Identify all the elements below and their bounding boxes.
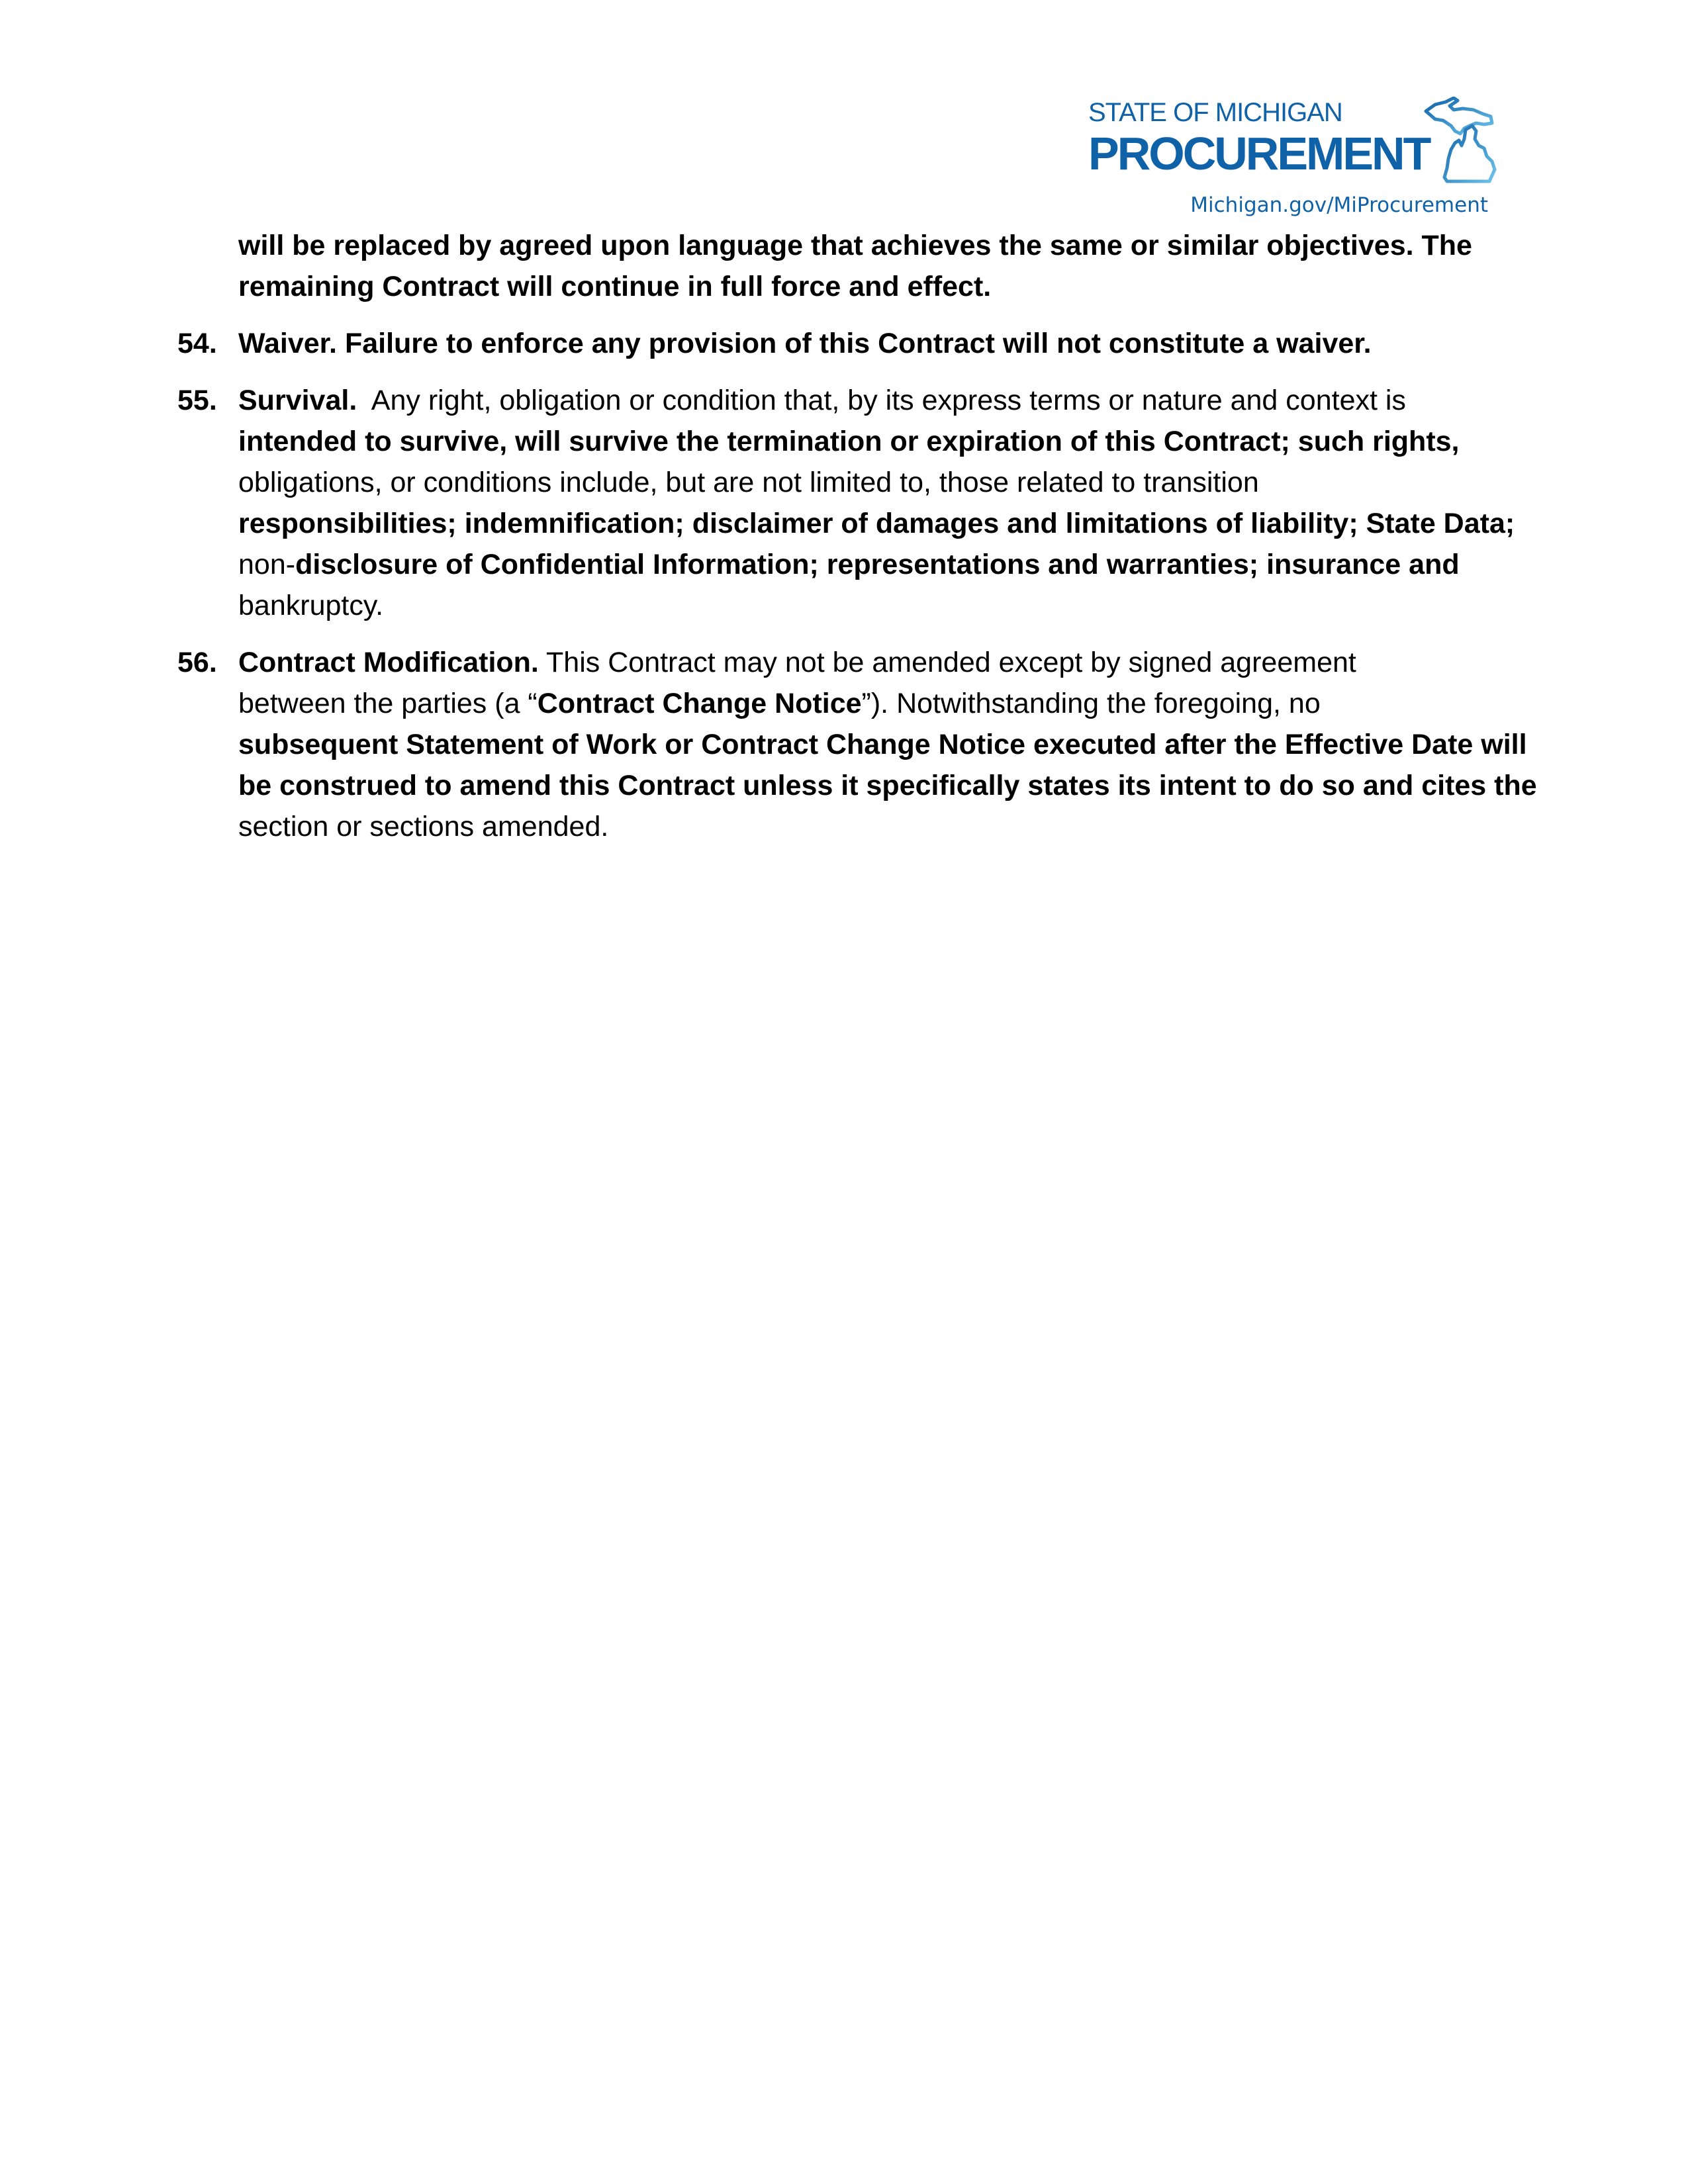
section-text: ”). Notwithstanding the foregoing, no xyxy=(861,688,1321,719)
michigan-map-icon xyxy=(1423,97,1503,186)
section-text: disclosure of Confidential Information; representations and warranties; insurance and xyxy=(295,549,1460,580)
logo-url: Michigan.gov/MiProcurement xyxy=(1190,193,1488,217)
section-heading: Survival. xyxy=(238,385,357,416)
section-number: 54. xyxy=(177,328,217,359)
section-text: Failure to enforce any provision of this Contract will not constitute a waiver. xyxy=(337,328,1372,359)
section-number: 56. xyxy=(177,647,217,678)
section-number: 55. xyxy=(177,385,217,416)
section-text: This Contract may not be amended except by signed agreement xyxy=(538,647,1356,678)
state-of-michigan-procurement-logo xyxy=(1086,93,1503,225)
section-text: between the parties (a “ xyxy=(238,688,538,719)
section-heading: Waiver. xyxy=(238,328,337,359)
section-text: intended to survive, will survive the termination or expiration of this Contract; such rights, xyxy=(238,426,1460,457)
section-text: obligations, or conditions include, but are not limited to, those related to transition xyxy=(238,467,1259,498)
section-text: section or sections amended. xyxy=(238,811,609,842)
logo-procurement-text: PROCUREMENT xyxy=(1088,128,1430,179)
section-55-survival xyxy=(177,380,1515,626)
continuation-paragraph xyxy=(238,225,1495,307)
section-56-contract-modification xyxy=(177,642,1537,847)
section-heading: Contract Modification. xyxy=(238,647,539,678)
section-text: bankruptcy. xyxy=(238,590,384,621)
logo-wordmark xyxy=(1088,98,1430,180)
section-text: be construed to amend this Contract unless it specifically states its intent to do so and cites the xyxy=(238,770,1537,801)
section-text: non- xyxy=(238,549,296,580)
logo-state-text: STATE OF MICHIGAN xyxy=(1088,98,1342,127)
continuation-line: remaining Contract will continue in full force and effect. xyxy=(238,271,992,302)
document-body xyxy=(177,225,1537,847)
section-text: Any right, obligation or condition that, by its express terms or nature and context is xyxy=(371,385,1406,416)
section-text: subsequent Statement of Work or Contract Change Notice executed after the Effective Date will xyxy=(238,729,1527,760)
continuation-line: will be replaced by agreed upon language that achieves the same or similar objectives. The xyxy=(238,230,1472,261)
defined-term: Contract Change Notice xyxy=(537,688,862,719)
section-text: responsibilities; indemnification; disclaimer of damages and limitations of liability; State Data; xyxy=(238,508,1515,539)
section-54-waiver xyxy=(177,323,1495,364)
